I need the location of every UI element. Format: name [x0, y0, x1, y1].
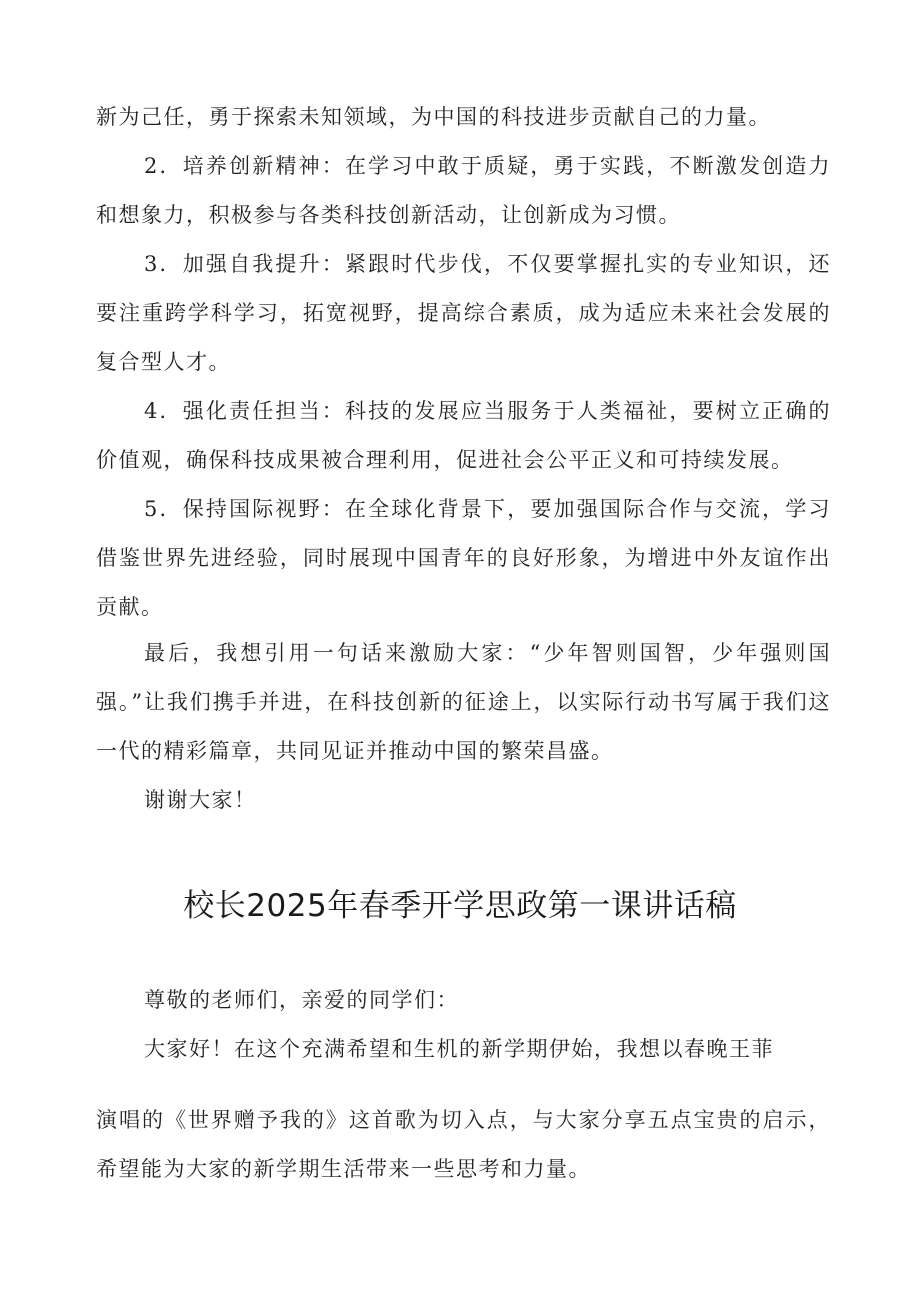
body-paragraph: 演唱的《世界赠予我的》这首歌为切入点，与大家分享五点宝贵的启示，希望能为大家的新学期生活带来一些思考和力量。 [96, 1108, 831, 1181]
salutation: 尊敬的老师们，亲爱的同学们： [144, 988, 459, 1012]
list-item-3: 3．加强自我提升：紧跟时代步伐，不仅要掌握扎实的专业知识，还要注重跨学科学习，拓宽视野，提高综合素质，成为适应未来社会发展的复合型人才。 [96, 252, 831, 374]
paragraph-continuation: 新为己任，勇于探索未知领域，为中国的科技进步贡献自己的力量。 [96, 105, 771, 129]
greeting-line: 大家好！在这个充满希望和生机的新学期伊始，我想以春晚王菲 [144, 1037, 774, 1061]
section-title: 校长2025年春季开学思政第一课讲话稿 [183, 888, 737, 924]
closing-paragraph: 最后，我想引用一句话来激励大家：“少年智则国智，少年强则国强。”让我们携手并进，在科技创新的征途上，以实际行动书写属于我们这一代的精彩篇章，共同见证并推动中国的繁荣昌盛。 [96, 641, 831, 763]
list-item-2: 2．培养创新精神：在学习中敢于质疑，勇于实践，不断激发创造力和想象力，积极参与各类科技创新活动，让创新成为习惯。 [96, 154, 831, 227]
list-item-5: 5．保持国际视野：在全球化背景下，要加强国际合作与交流，学习借鉴世界先进经验，同时展现中国青年的良好形象，为增进中外友谊作出贡献。 [96, 497, 831, 619]
list-item-4: 4．强化责任担当：科技的发展应当服务于人类福祉，要树立正确的价值观，确保科技成果被合理利用，促进社会公平正义和可持续发展。 [96, 399, 831, 472]
thanks-line: 谢谢大家！ [144, 788, 257, 812]
